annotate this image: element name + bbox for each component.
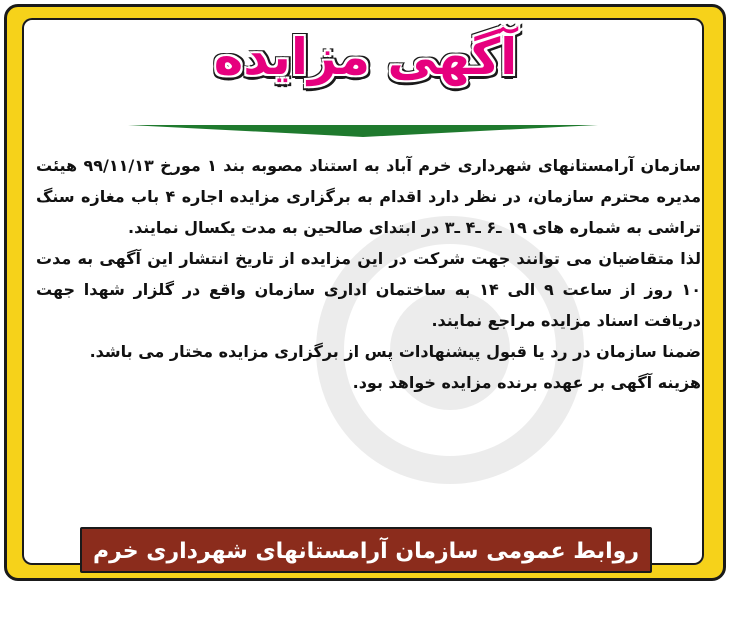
notice-paragraph: سازمان آرامستانهای شهرداری خرم آباد به استناد مصوبه بند ۱ مورخ ۹۹/۱۱/۱۳ هیئت مدیره محترم سازمان، در نظر دارد اقدام به برگزاری مزایده اجاره ۴ باب مغازه سنگ تراشی به شماره های ۱۹ ـ۶ ـ۴ ـ۳ در ابتدای صالحین به مدت یکسال نمایند. bbox=[36, 156, 701, 237]
footer-banner: روابط عمومی سازمان آرامستانهای شهرداری خرم آباد bbox=[80, 527, 652, 573]
notice-body bbox=[36, 150, 701, 398]
notice-title: آگهی مزایده bbox=[213, 28, 518, 86]
notice-paragraph: لذا متقاضیان می توانند جهت شرکت در این مزایده از تاریخ انتشار این آگهی به مدت ۱۰ روز از ساعت ۹ الی ۱۴ به ساختمان اداری سازمان واقع در گلزار شهدا جهت دریافت اسناد مزایده مراجع نمایند. bbox=[36, 249, 701, 330]
notice-paragraph: هزینه آگهی بر عهده برنده مزایده خواهد بود. bbox=[352, 373, 701, 392]
notice-paragraph: ضمنا سازمان در رد یا قبول پیشنهادات پس از برگزاری مزایده مختار می باشد. bbox=[89, 342, 701, 361]
title-divider bbox=[128, 125, 598, 137]
